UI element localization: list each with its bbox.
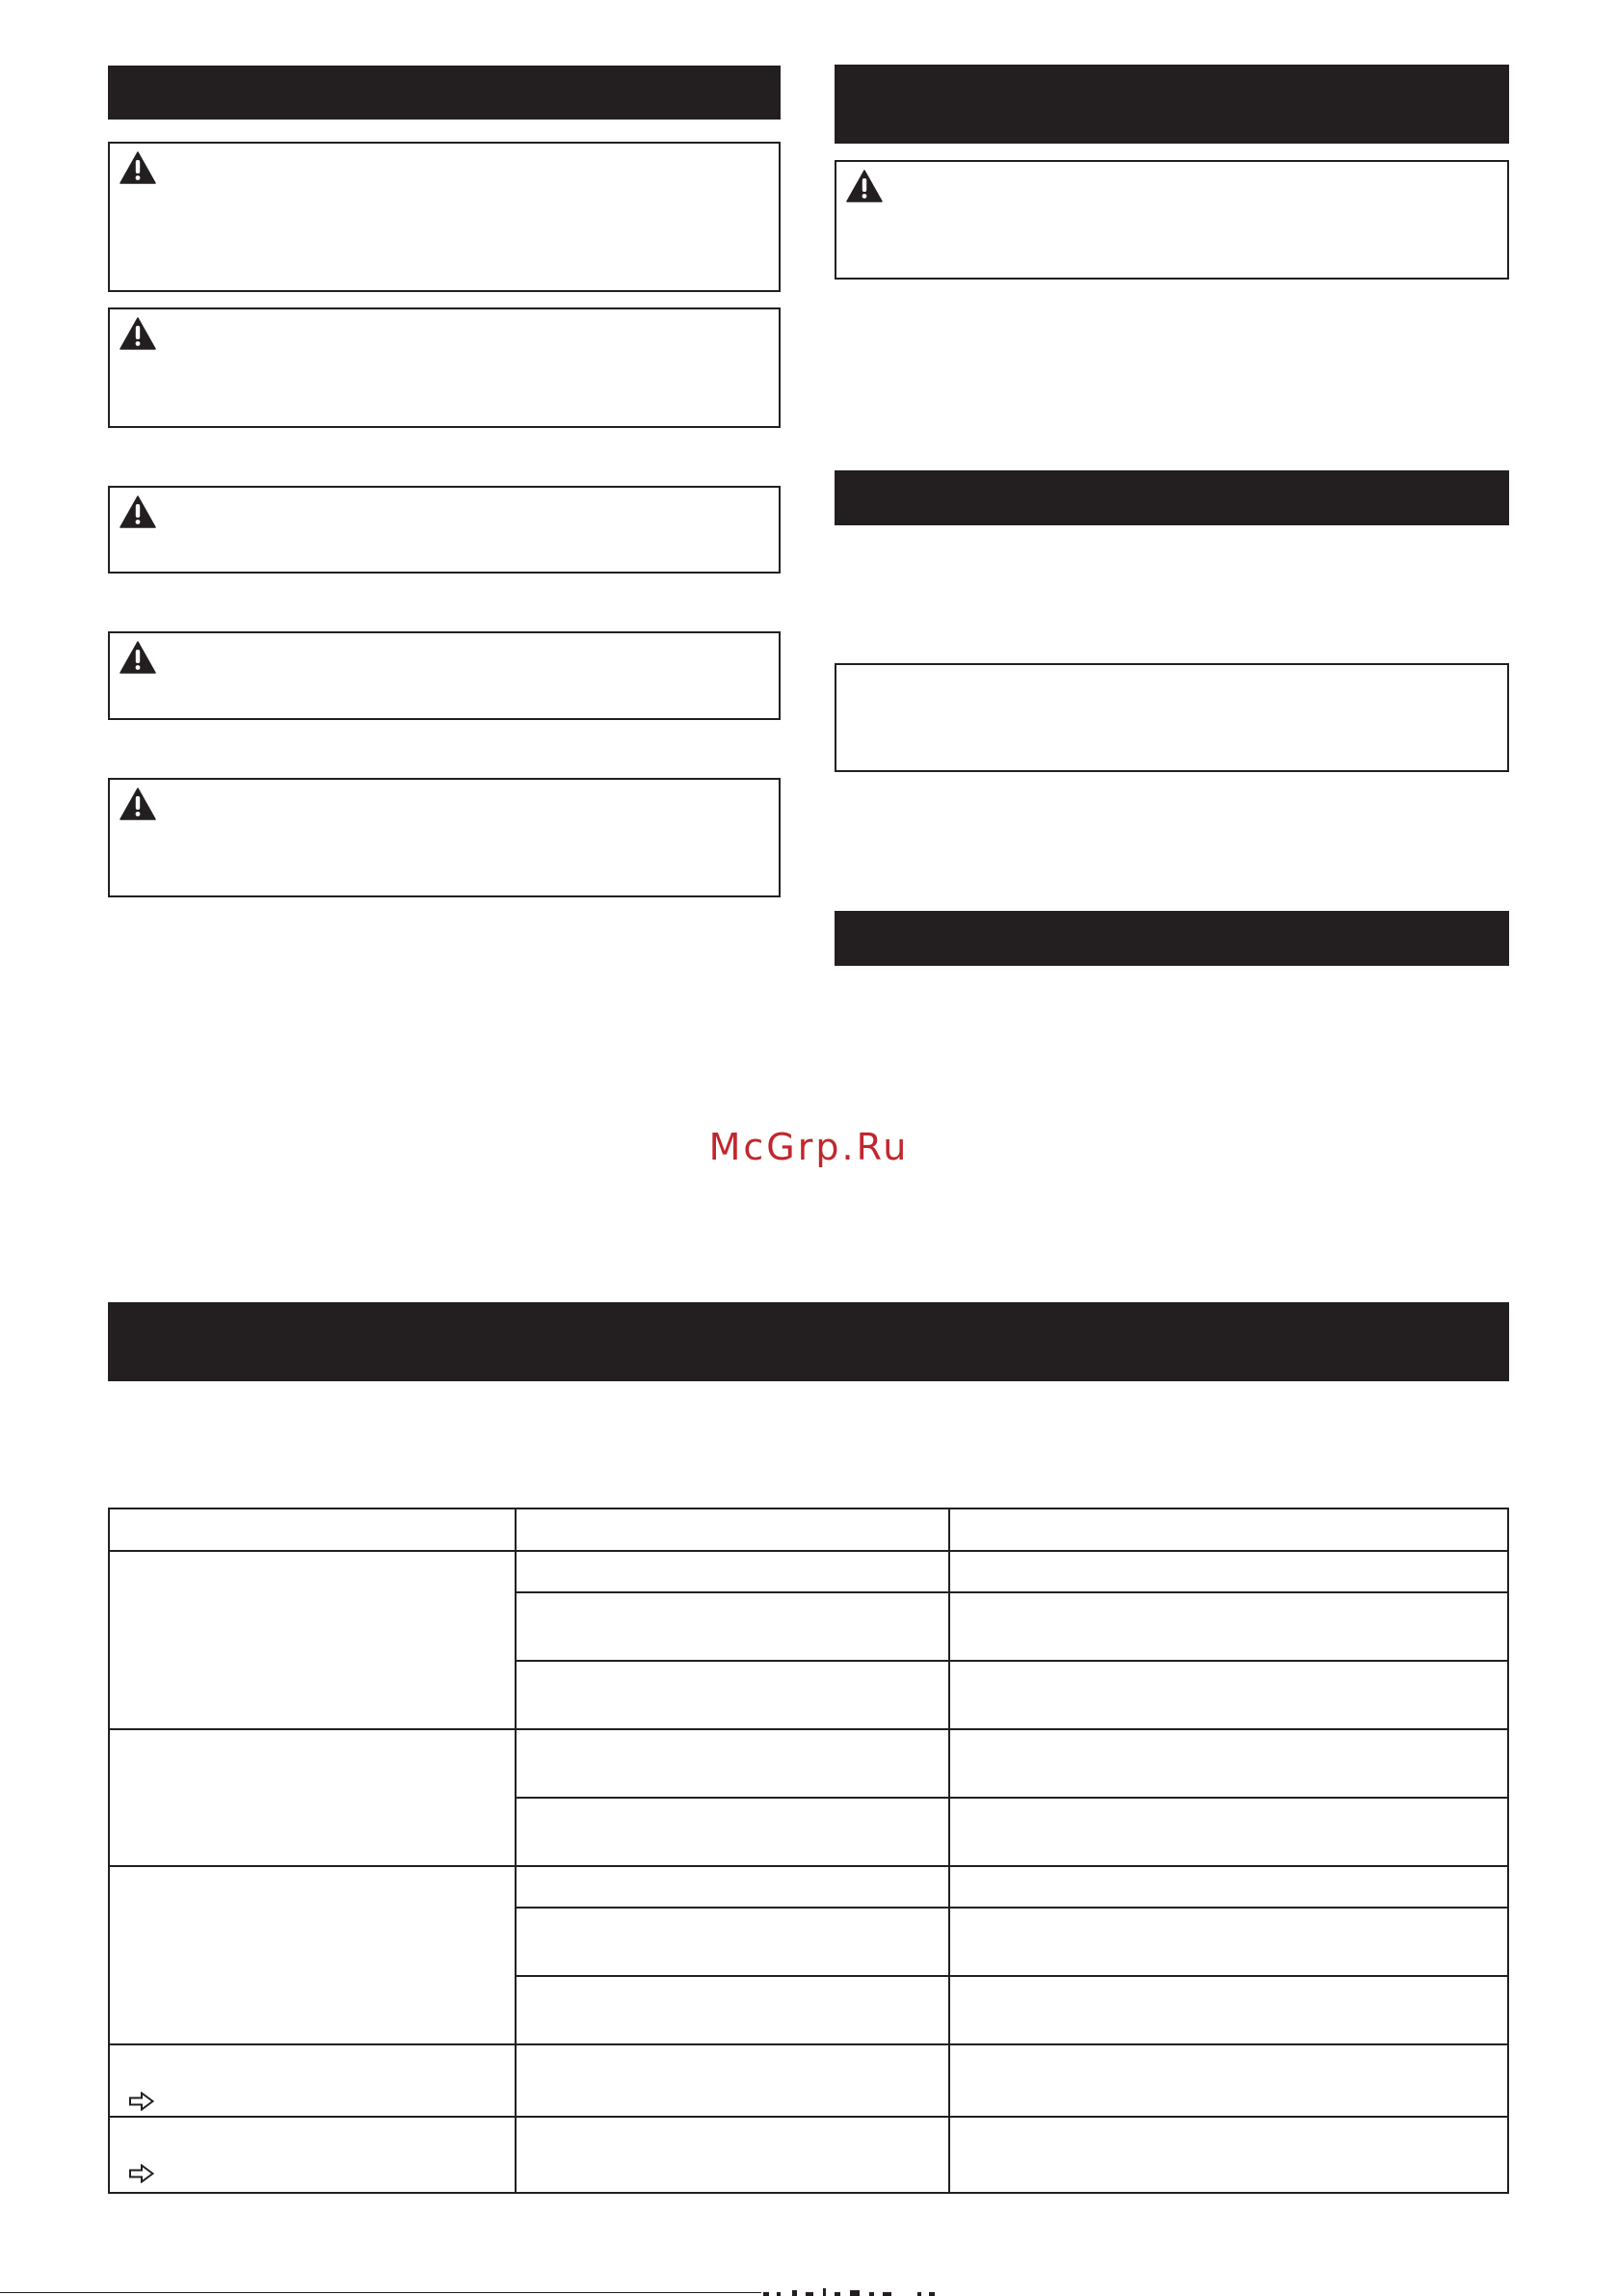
- warning-triangle-icon: [119, 641, 156, 674]
- warning-triangle-icon: [119, 317, 156, 350]
- table-row-divider: [110, 1550, 1507, 1552]
- footer-rule: [0, 2292, 761, 2293]
- troubleshooting-header-bar: [108, 1302, 1509, 1381]
- section-header-bar-right: [835, 65, 1509, 144]
- table-row-divider: [515, 1660, 1507, 1662]
- table-row-divider: [110, 1728, 1507, 1730]
- table-row-divider: [110, 2116, 1507, 2118]
- warning-triangle-icon: [119, 151, 156, 184]
- footer-partial-text-marks: [763, 2284, 975, 2296]
- watermark-text: McGrp.Ru: [708, 1126, 910, 1168]
- table-row-divider: [110, 1865, 1507, 1867]
- table-row-divider: [110, 2043, 1507, 2045]
- caution-box: [108, 307, 781, 428]
- warning-triangle-icon: [119, 495, 156, 528]
- section-header-bar-right: [835, 911, 1509, 966]
- table-column-divider: [948, 1509, 950, 2192]
- table-row-divider: [515, 1975, 1507, 1977]
- table-row-divider: [515, 1591, 1507, 1593]
- caution-box: [108, 631, 781, 720]
- table-row-divider: [515, 1907, 1507, 1909]
- troubleshooting-table: [108, 1508, 1509, 2194]
- table-row-divider: [515, 1797, 1507, 1799]
- note-box: [835, 663, 1509, 772]
- caution-box: [108, 142, 781, 292]
- caution-box: [108, 486, 781, 574]
- section-header-bar-right: [835, 470, 1509, 525]
- caution-box: [835, 160, 1509, 280]
- section-header-bar-left: [108, 66, 781, 120]
- table-column-divider: [515, 1509, 517, 2192]
- warning-triangle-icon: [119, 788, 156, 820]
- caution-box: [108, 778, 781, 897]
- right-arrow-icon: [129, 2092, 154, 2111]
- right-arrow-icon: [129, 2164, 154, 2183]
- warning-triangle-icon: [846, 170, 883, 202]
